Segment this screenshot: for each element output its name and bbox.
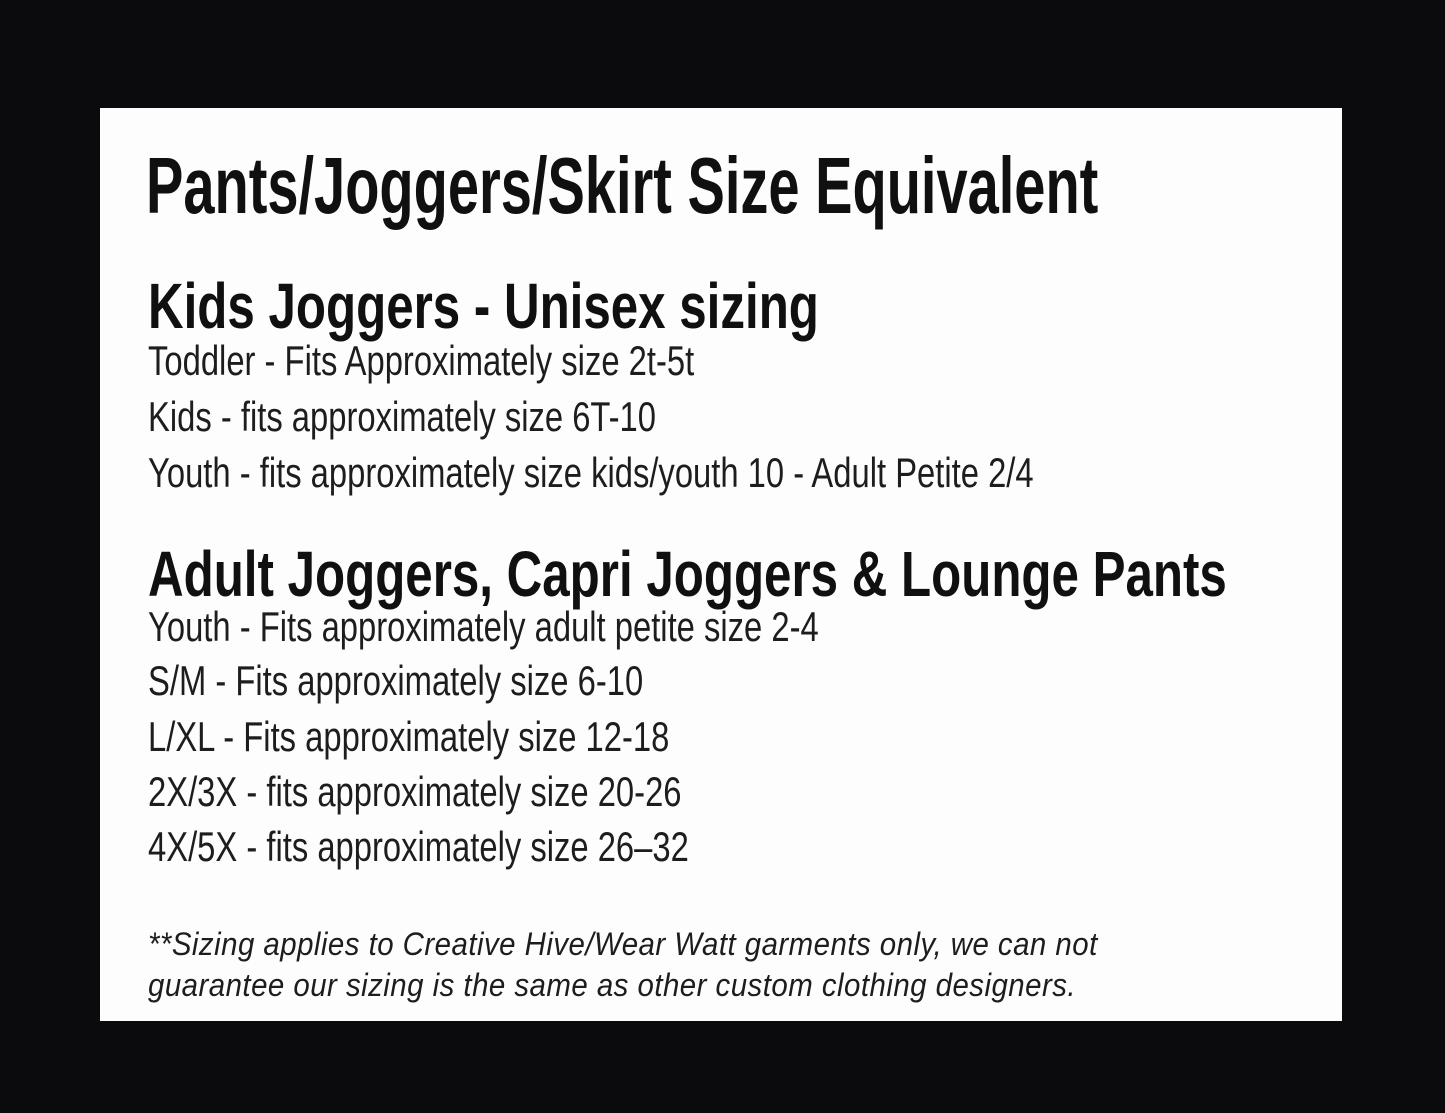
kids-size-line-toddler: Toddler - Fits Approximately size 2t-5t — [148, 337, 695, 384]
adult-size-line-4x5x: 4X/5X - fits approximately size 26–32 — [148, 823, 689, 870]
size-chart-card — [100, 108, 1342, 1021]
kids-size-line-kids: Kids - fits approximately size 6T-10 — [148, 393, 656, 440]
disclaimer-line-2: guarantee our sizing is the same as other custom clothing designers. — [148, 967, 1077, 1003]
adult-size-line-sm: S/M - Fits approximately size 6-10 — [148, 657, 644, 704]
adult-size-line-lxl: L/XL - Fits approximately size 12-18 — [148, 713, 670, 760]
adult-section-heading: Adult Joggers, Capri Joggers & Lounge Pants — [148, 538, 1227, 610]
disclaimer-line-1: **Sizing applies to Creative Hive/Wear Watt garments only, we can not — [148, 926, 1098, 962]
kids-section-heading: Kids Joggers - Unisex sizing — [148, 270, 819, 342]
kids-size-line-youth: Youth - fits approximately size kids/youth 10 - Adult Petite 2/4 — [148, 449, 1034, 496]
adult-size-line-2x3x: 2X/3X - fits approximately size 20-26 — [148, 768, 682, 815]
adult-size-line-youth: Youth - Fits approximately adult petite size 2-4 — [148, 603, 819, 650]
page-title: Pants/Joggers/Skirt Size Equivalent — [146, 141, 1099, 230]
